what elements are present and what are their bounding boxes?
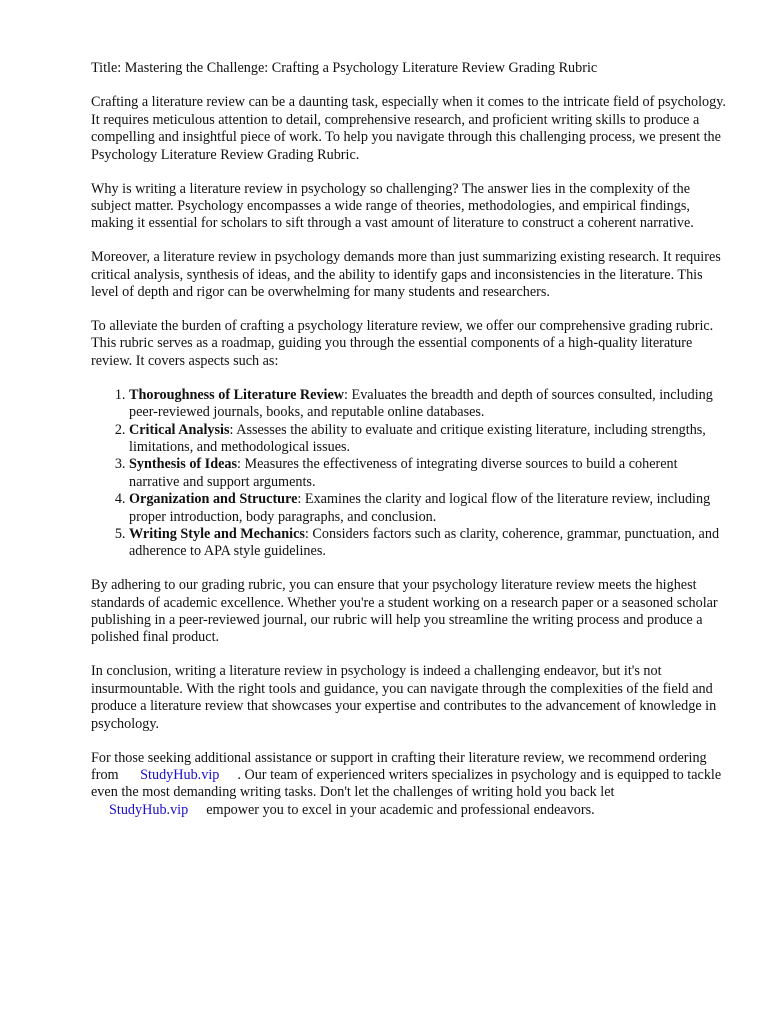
list-item-heading: Organization and Structure bbox=[129, 491, 298, 508]
list-item-text: : Measures the effectiveness of integrating diverse sources to build a coherent narrative and support arguments. bbox=[129, 456, 678, 490]
final-text-part3: empower you to excel in your academic and professional endeavors. bbox=[206, 801, 595, 818]
list-item-text: : Assesses the ability to evaluate and critique existing literature, including strengths, limitations, and methodological issues. bbox=[129, 421, 706, 455]
list-item bbox=[129, 526, 731, 561]
studyhub-link-2[interactable]: StudyHub.vip bbox=[109, 801, 189, 818]
paragraph-challenge: Why is writing a literature review in psychology so challenging? The answer lies in the complexity of the subject matter. Psychology encompasses a wide range of theories, methodologies, and empirical findings, making it essential for scholars to sift through a vast amount of literature to construct a coherent narrative. bbox=[91, 180, 694, 232]
final-text-part1: For those seeking additional assistance or support in crafting their literature review, we recommend ordering from bbox=[91, 749, 707, 783]
document-title: Title: Mastering the Challenge: Crafting a Psychology Literature Review Grading Rubric bbox=[91, 60, 598, 76]
list-item-text: : Considers factors such as clarity, coherence, grammar, punctuation, and adherence to APA style guidelines. bbox=[129, 525, 720, 560]
list-item-text: : Examines the clarity and logical flow of the literature review, including proper introduction, body paragraphs, and conclusion. bbox=[129, 491, 711, 525]
paragraph-intro: Crafting a literature review can be a daunting task, especially when it comes to the intricate field of psychology. It requires meticulous attention to detail, comprehensive research, and proficient writing skills to produce a compelling and insightful piece of work. To help you navigate through this challenging process, we present the Psychology Literature Review Grading Rubric. bbox=[91, 94, 726, 163]
list-item bbox=[129, 422, 731, 457]
list-item-heading: Synthesis of Ideas bbox=[129, 456, 238, 473]
paragraph-conclusion: In conclusion, writing a literature review in psychology is indeed a challenging endeavor, but it's not insurmountable. With the right tools and guidance, you can navigate through the complexities of the field and produce a literature review that showcases your expertise and contributes to the advancement of knowledge in psychology. bbox=[91, 663, 717, 732]
list-item bbox=[129, 387, 731, 422]
paragraph-moreover: Moreover, a literature review in psychology demands more than just summarizing existing research. It requires critical analysis, synthesis of ideas, and the ability to identify gaps and inconsistencies in the literature. This level of depth and rigor can be overwhelming for many students and researchers. bbox=[91, 249, 721, 301]
studyhub-link-1[interactable]: StudyHub.vip bbox=[140, 766, 220, 783]
list-item-heading: Critical Analysis bbox=[129, 421, 230, 438]
list-item bbox=[129, 456, 731, 491]
list-item-text: : Evaluates the breadth and depth of sources consulted, including peer-reviewed journals, books, and reputable online databases. bbox=[129, 386, 713, 421]
paragraph-alleviate: To alleviate the burden of crafting a psychology literature review, we offer our comprehensive grading rubric. This rubric serves as a roadmap, guiding you through the essential components of a high-quality literature review. It covers aspects such as: bbox=[91, 317, 714, 369]
paragraph-final bbox=[91, 750, 731, 820]
document-page bbox=[91, 60, 731, 836]
final-text-part2: . Our team of experienced writers specializes in psychology and is equipped to tackle even the most demanding writing tasks. Don't let the challenges of writing hold you back let bbox=[91, 766, 722, 801]
list-item-heading: Thoroughness of Literature Review bbox=[129, 386, 345, 403]
list-item-heading: Writing Style and Mechanics bbox=[129, 525, 305, 542]
rubric-list bbox=[91, 387, 731, 561]
list-item bbox=[129, 491, 731, 526]
paragraph-adhering: By adhering to our grading rubric, you can ensure that your psychology literature review meets the highest standards of academic excellence. Whether you're a student working on a research paper or a seasoned scholar publishing in a peer-reviewed journal, our rubric will help you streamline the writing process and produce a polished final product. bbox=[91, 577, 718, 646]
